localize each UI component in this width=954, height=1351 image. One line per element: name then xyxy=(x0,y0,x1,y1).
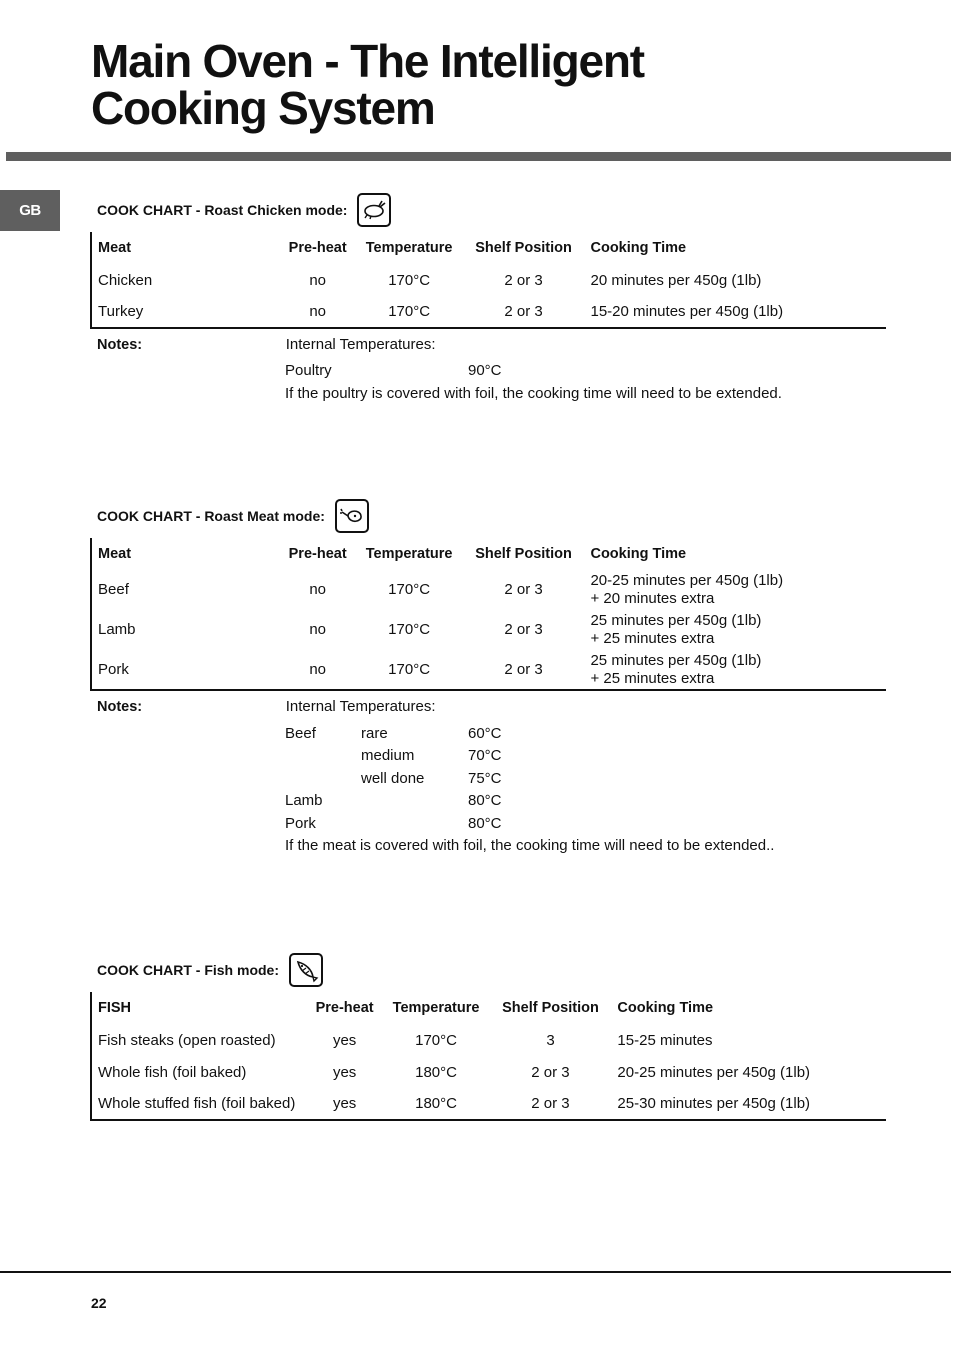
table-row xyxy=(91,610,886,650)
cell-time xyxy=(584,610,886,650)
note-well-done: well done xyxy=(361,770,425,787)
cell-temperature: 170°C xyxy=(388,581,431,598)
note-poultry-label: Poultry xyxy=(285,362,332,379)
roast-meat-icon xyxy=(335,499,369,533)
table-row xyxy=(91,1056,886,1088)
cell-preheat: no xyxy=(309,581,326,598)
cell-item: Chicken xyxy=(91,264,280,296)
cell-shelf: 2 or 3 xyxy=(490,1088,612,1120)
cell-preheat: yes xyxy=(307,1088,383,1120)
cell-time-line-1: 25 minutes per 450g (1lb) xyxy=(590,612,762,629)
cell-preheat: no xyxy=(309,621,326,638)
column-header-fish: FISH xyxy=(91,992,307,1024)
cell-shelf: 2 or 3 xyxy=(531,1063,570,1081)
note-rare: rare xyxy=(361,725,388,742)
column-header-preheat: Pre-heat xyxy=(288,240,347,256)
cell-item: Pork xyxy=(91,650,280,690)
column-header-shelf-position: Shelf Position xyxy=(502,1000,599,1016)
cell-preheat: yes xyxy=(332,1031,357,1049)
cell-shelf: 2 or 3 xyxy=(463,650,585,690)
cell-preheat: yes xyxy=(332,1063,357,1081)
notes-heading: Internal Temperatures: xyxy=(285,336,436,353)
column-header-preheat: Pre-heat xyxy=(315,1000,374,1016)
cell-time: 20-25 minutes per 450g (1lb) xyxy=(617,1063,811,1081)
cell-temperature: 170°C xyxy=(388,621,431,638)
page-title-line-2: Cooking System xyxy=(91,82,435,134)
cell-temperature: 170°C xyxy=(356,296,463,328)
note-pork-temp: 80°C xyxy=(468,815,502,832)
cell-temperature: 170°C xyxy=(356,650,463,690)
table-row xyxy=(91,650,886,690)
cell-item: Whole fish (foil baked) xyxy=(91,1056,307,1088)
cook-chart-fish xyxy=(90,947,886,1121)
column-header-cooking-time: Cooking Time xyxy=(590,240,687,256)
page-title xyxy=(91,35,644,134)
table-row xyxy=(91,264,886,296)
cell-time-line-1: 25 minutes per 450g (1lb) xyxy=(590,651,762,669)
table-row xyxy=(91,296,886,328)
column-header-meat: Meat xyxy=(91,538,280,570)
table-row xyxy=(91,1024,886,1056)
note-lamb-temp: 80°C xyxy=(468,792,502,809)
cell-temperature: 180°C xyxy=(415,1063,457,1081)
note-foil: If the poultry is covered with foil, the cooking time will need to be extended. xyxy=(285,385,782,402)
notes-label: Notes: xyxy=(97,698,143,715)
cell-temperature: 170°C xyxy=(388,271,431,289)
chart-title: COOK CHART - Fish mode: xyxy=(97,961,279,978)
cell-temperature: 180°C xyxy=(383,1088,490,1120)
cell-time-line-2: + 25 minutes extra xyxy=(590,669,715,687)
cell-shelf: 2 or 3 xyxy=(463,296,585,328)
table-row xyxy=(91,570,886,610)
notes-content xyxy=(91,722,886,856)
column-header-shelf-position: Shelf Position xyxy=(475,240,572,256)
note-well-done-temp: 75°C xyxy=(468,770,502,787)
chart-title: COOK CHART - Roast Chicken mode: xyxy=(97,201,348,218)
chart-title: COOK CHART - Roast Meat mode: xyxy=(97,507,325,524)
column-header-temperature: Temperature xyxy=(365,546,453,562)
table-row xyxy=(91,1088,886,1120)
cell-item: Turkey xyxy=(91,296,280,328)
cell-preheat: no xyxy=(309,271,327,289)
note-medium: medium xyxy=(361,747,415,764)
cell-time-line-1: 20-25 minutes per 450g (1lb) xyxy=(590,572,784,589)
notes-content xyxy=(91,360,886,404)
cell-shelf: 2 or 3 xyxy=(504,271,543,289)
cell-preheat: no xyxy=(280,650,356,690)
cell-item: Fish steaks (open roasted) xyxy=(91,1024,307,1056)
note-rare-temp: 60°C xyxy=(468,725,502,742)
cell-time: 25-30 minutes per 450g (1lb) xyxy=(611,1088,886,1120)
cook-chart-roast-meat xyxy=(90,493,886,856)
cell-time: 20 minutes per 450g (1lb) xyxy=(590,271,762,289)
cell-item: Beef xyxy=(91,570,280,610)
column-header-temperature: Temperature xyxy=(392,1000,480,1016)
note-foil: If the meat is covered with foil, the cooking time will need to be extended.. xyxy=(285,837,775,854)
note-poultry-temp: 90°C xyxy=(468,362,502,379)
note-pork-label: Pork xyxy=(285,815,316,832)
cook-chart-roast-chicken xyxy=(90,187,886,404)
cell-temperature: 170°C xyxy=(415,1031,457,1049)
cell-time xyxy=(584,570,886,610)
title-divider xyxy=(6,152,951,161)
fish-icon xyxy=(289,953,323,987)
cell-shelf: 3 xyxy=(546,1031,555,1049)
cell-time-line-2: + 25 minutes extra xyxy=(590,630,715,647)
cell-time-line-2: + 20 minutes extra xyxy=(590,590,715,607)
column-header-cooking-time: Cooking Time xyxy=(617,1000,714,1016)
cell-time xyxy=(584,650,886,690)
roast-chicken-icon xyxy=(357,193,391,227)
column-header-meat: Meat xyxy=(91,232,280,264)
page-title-line-1: Main Oven - The Intelligent xyxy=(91,35,644,87)
cell-shelf: 2 or 3 xyxy=(504,621,543,638)
cell-item: Whole stuffed fish (foil baked) xyxy=(91,1088,307,1120)
note-medium-temp: 70°C xyxy=(468,747,502,764)
notes-label: Notes: xyxy=(97,336,143,353)
cell-time: 15-25 minutes xyxy=(617,1031,713,1049)
cell-preheat: no xyxy=(280,296,356,328)
column-header-cooking-time: Cooking Time xyxy=(590,546,687,562)
page-number: 22 xyxy=(91,1295,107,1311)
note-lamb-label: Lamb xyxy=(285,792,323,809)
column-header-shelf-position: Shelf Position xyxy=(475,546,572,562)
notes-heading: Internal Temperatures: xyxy=(285,698,436,715)
note-beef-label: Beef xyxy=(285,725,316,742)
cell-shelf: 2 or 3 xyxy=(504,581,543,598)
column-header-preheat: Pre-heat xyxy=(288,546,347,562)
cell-time: 15-20 minutes per 450g (1lb) xyxy=(584,296,886,328)
footer-divider xyxy=(0,1271,951,1273)
column-header-temperature: Temperature xyxy=(365,240,453,256)
cell-item: Lamb xyxy=(91,610,280,650)
language-tab: GB xyxy=(0,190,60,231)
